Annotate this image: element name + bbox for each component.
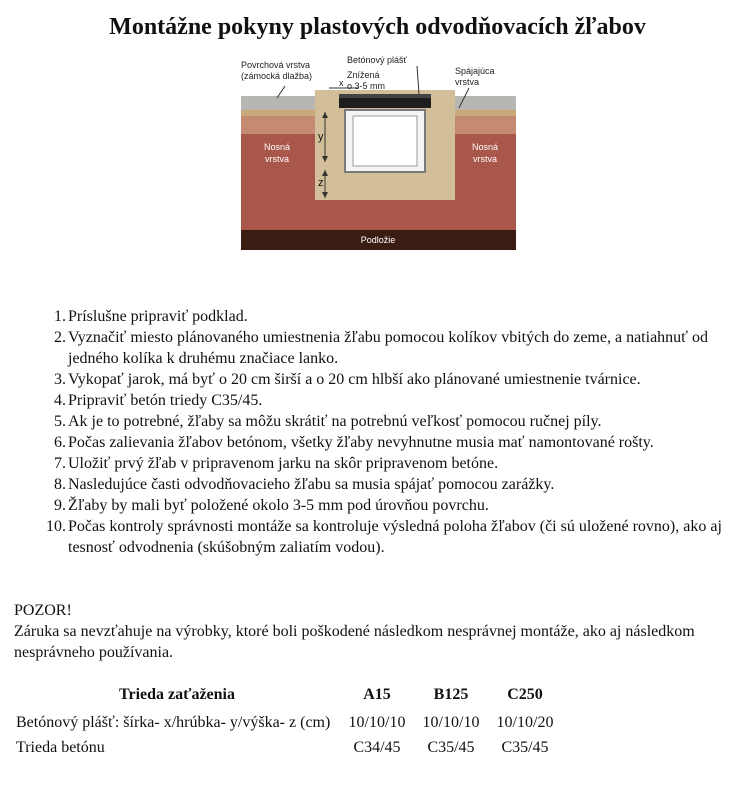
pavement-left: [241, 96, 315, 112]
step-item: 4. Pripraviť betón triedy C35/45.: [54, 392, 263, 409]
bedding-left: [241, 110, 315, 116]
label-z: z: [318, 177, 324, 189]
step-item: 7. Uložiť prvý žľab v pripravenom jarku na skôr pripravenom betóne.: [54, 455, 499, 472]
step-item: 5. Ak je to potrebné, žľaby sa môžu skrátiť na potrebnú veľkosť pomocou ručnej píly.: [54, 413, 602, 430]
installation-cross-section-diagram: [237, 52, 520, 250]
table-cell: C35/45: [427, 739, 475, 756]
step-item: 1. Príslušne pripraviť podklad.: [54, 308, 248, 325]
label-surface-layer-2: (zámocká dlažba): [241, 71, 313, 81]
table-row: [14, 710, 562, 735]
warning-text: Záruka sa nevzťahuje na výrobky, ktoré boli poškodené následkom nesprávnej montáže, ako aj následkom nesprávneho používania.: [14, 623, 695, 661]
column-header: Trieda zaťaženia: [118, 686, 235, 703]
label-bearing-right: Nosná: [471, 142, 499, 152]
warning-heading: POZOR!: [14, 602, 72, 619]
label-bearing-right-2: vrstva: [472, 154, 498, 164]
column-header: C250: [507, 686, 543, 703]
step-item: 10. Počas kontroly správnosti montáže sa kontroluje výsledná poloha žľabov (či sú uložené rovno), ako aj tesnosť odvodnenia (skúšobným zaliatím vodou).: [46, 518, 722, 556]
table-cell: 10/10/10: [348, 714, 406, 731]
label-bearing-left-2: vrstva: [264, 154, 290, 164]
label-lowered: Znížená: [347, 70, 380, 80]
channel-inner: [353, 116, 417, 166]
step-item: 9. Žľaby by mali byť položené okolo 3-5 mm pod úrovňou povrchu.: [54, 497, 489, 514]
step-item: 8. Nasledujúce časti odvodňovacieho žľabu sa musia spájať pomocou zarážky.: [54, 476, 555, 493]
bedding-right: [455, 110, 516, 116]
column-header: A15: [363, 686, 391, 703]
label-lowered-2: o 3-5 mm: [347, 81, 386, 91]
label-bearing-left: Nosná: [263, 142, 291, 152]
label-concrete-shell: Betónový plášť: [347, 55, 407, 65]
step-item: 2. Vyznačiť miesto plánovaného umiestnenia žľabu pomocou kolíkov vbitých do zeme, a natiahnuť od jedného kolíka k druhému značiace lanko.: [54, 329, 709, 367]
installation-steps-list: [14, 306, 744, 558]
step-item: 6. Počas zalievania žľabov betónom, všetky žľaby nevyhnutne musia mať namontované rošty.: [54, 434, 654, 451]
label-binding-layer: Spájajúca: [455, 66, 495, 76]
label-x: x: [339, 78, 344, 88]
table-header-row: [14, 684, 562, 710]
table-cell: C35/45: [501, 739, 549, 756]
label-subsoil: Podložie: [360, 235, 396, 245]
table-row: [14, 735, 562, 760]
label-y: y: [318, 131, 324, 143]
label-binding-layer-2: vrstva: [455, 77, 480, 87]
row-label: Betónový plášť: šírka- x/hrúbka- y/výška- z (cm): [16, 714, 331, 731]
table-cell: 10/10/10: [422, 714, 480, 731]
table-cell: C34/45: [353, 739, 401, 756]
step-item: 3. Vykopať jarok, má byť o 20 cm širší a o 20 cm hlbší ako plánované umiestnenie tvárnice.: [54, 371, 641, 388]
page-title: Montážne pokyny plastových odvodňovacích žľabov: [109, 14, 646, 40]
row-label: Trieda betónu: [16, 739, 105, 756]
label-surface-layer: Povrchová vrstva: [241, 60, 311, 70]
warning-section: [14, 600, 734, 663]
load-class-table: [14, 684, 562, 760]
column-header: B125: [433, 686, 469, 703]
table-cell: 10/10/20: [496, 714, 554, 731]
grate-top: [339, 94, 431, 98]
